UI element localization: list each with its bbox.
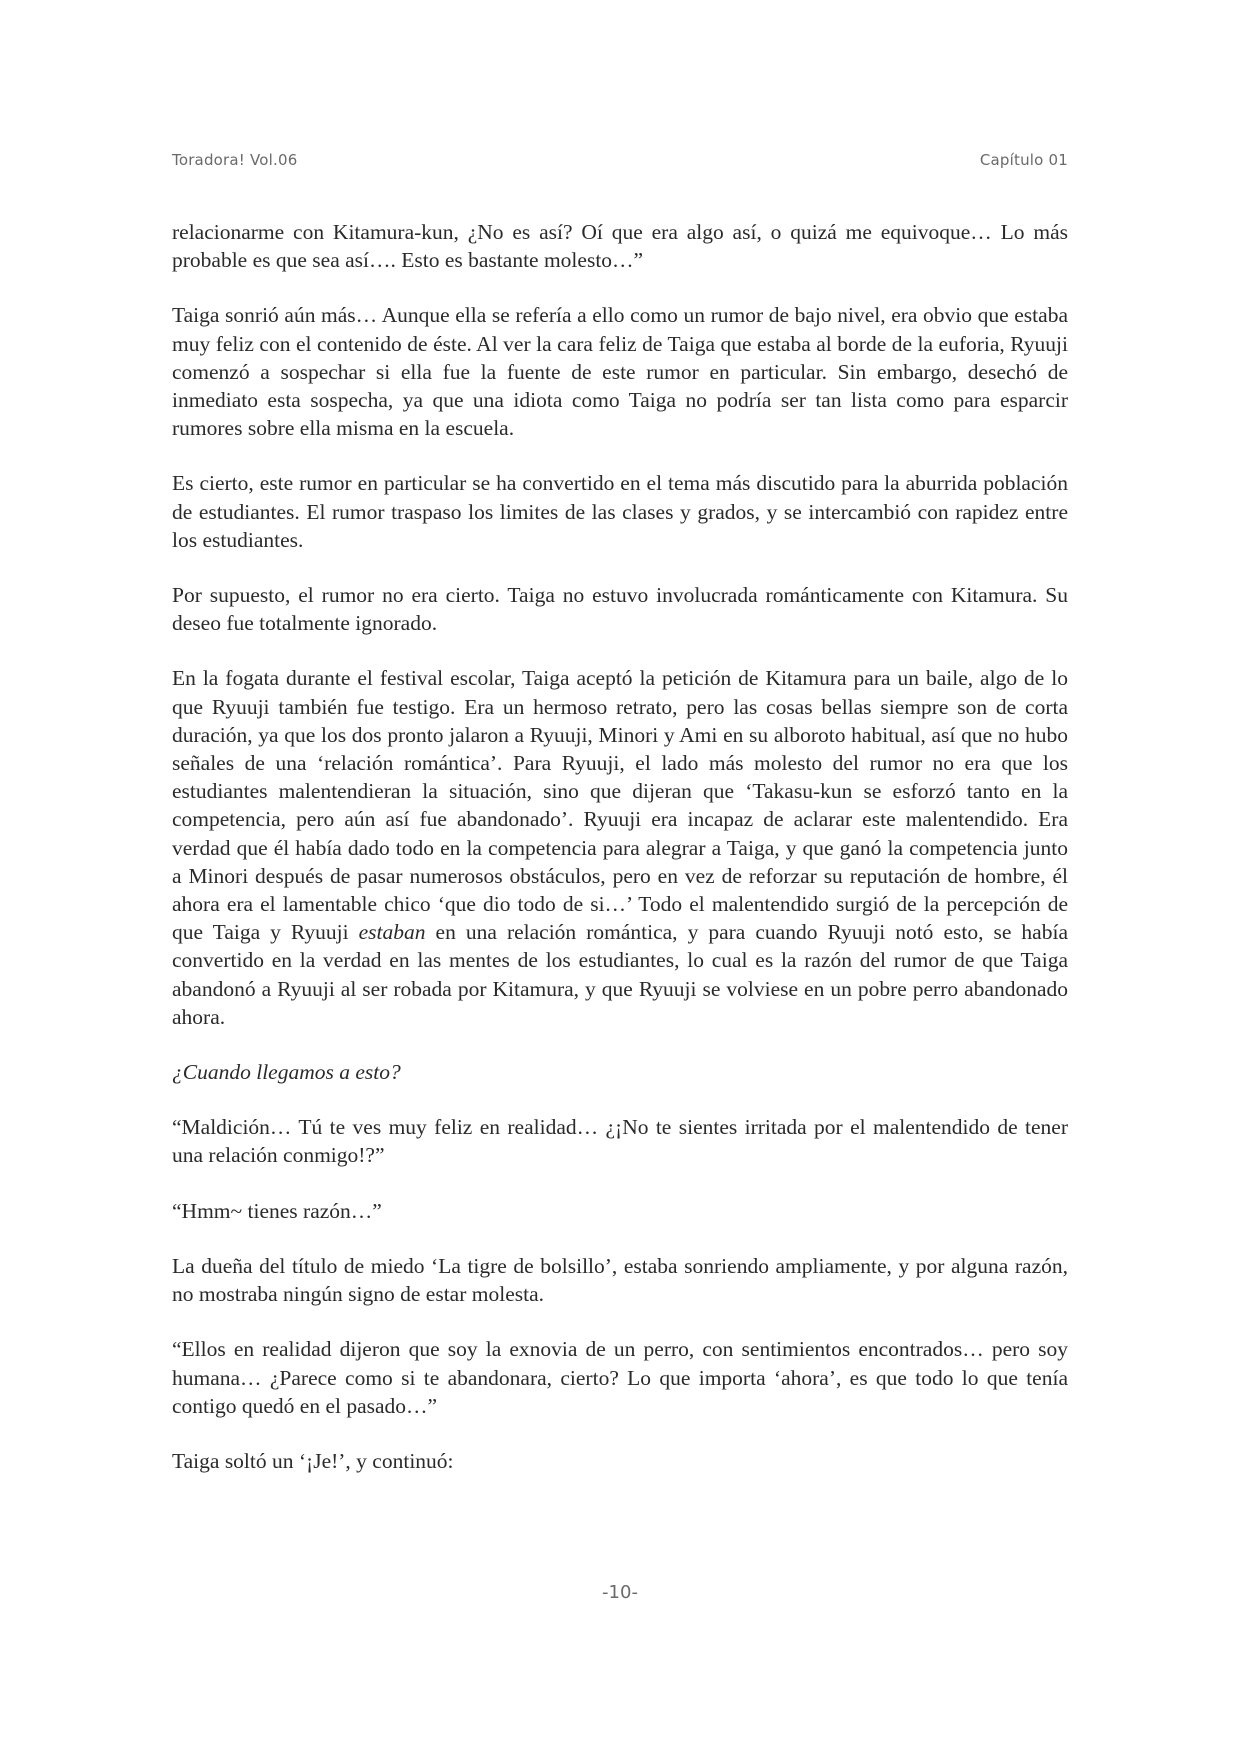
paragraph: “Ellos en realidad dijeron que soy la exnovia de un perro, con sentimientos encontrados… pero soy humana… ¿Parece como si te abandonara, cierto? Lo que importa ‘ahora’, es que todo lo que tenía contigo quedó en el pasado…” bbox=[172, 1337, 1068, 1418]
paragraph: Es cierto, este rumor en particular se ha convertido en el tema más discutido para la aburrida población de estudiantes. El rumor traspaso los limites de las clases y grados, y se intercambió con rapidez entre los estudiantes. bbox=[172, 471, 1068, 552]
paragraph bbox=[172, 664, 1068, 1031]
paragraph: Taiga sonrió aún más… Aunque ella se refería a ello como un rumor de bajo nivel, era obvio que estaba muy feliz con el contenido de éste. Al ver la cara feliz de Taiga que estaba al borde de la euforia, Ryuuji comenzó a sospechar si ella fue la fuente de este rumor en particular. Sin embargo, desechó de inmediato esta sospecha, ya que una idiota como Taiga no podría ser tan lista como para esparcir rumores sobre ella misma en la escuela. bbox=[172, 303, 1068, 441]
paragraph: La dueña del título de miedo ‘La tigre de bolsillo’, estaba sonriendo ampliamente, y por alguna razón, no mostraba ningún signo de estar molesta. bbox=[172, 1253, 1068, 1307]
paragraph: Por supuesto, el rumor no era cierto. Taiga no estuvo involucrada románticamente con Kitamura. Su deseo fue totalmente ignorado. bbox=[172, 583, 1068, 636]
paragraph: “Maldición… Tú te ves muy feliz en realidad… ¿¡No te sientes irritada por el malentendido de tener una relación conmigo!?” bbox=[172, 1115, 1068, 1168]
header-chapter: Capítulo 01 bbox=[979, 151, 1068, 169]
header-book-title: Toradora! Vol.06 bbox=[172, 151, 298, 169]
emphasized-word: estaban bbox=[358, 920, 426, 945]
paragraph: “Hmm~ tienes razón…” bbox=[172, 1198, 382, 1223]
paragraph-text: En la fogata durante el festival escolar, Taiga aceptó la petición de Kitamura para un baile, algo de lo que Ryuuji también fue testigo. Era un hermoso retrato, pero las cosas bellas siempre son de corta duración, ya que los dos pronto jalaron a Ryuuji, Minori y Ami en su alboroto habitual, así que no hubo señales de una ‘relación romántica’. Para Ryuuji, el lado más molesto del rumor no era que los estudiantes malentendieran la situación, sino que dijeran que ‘Takasu-kun se esforzó tanto en la competencia, pero aún así fue abandonado’. Ryuuji era incapaz de aclarar este malentendido. Era verdad que él había dado todo en la competencia para alegrar a Taiga, y que ganó la competencia junto a Minori después de pasar numerosos obstáculos, pero en vez de reforzar su reputación de hombre, él ahora era el lamentable chico ‘que dio todo de si…’ Todo el malentendido surgió de la percepción de que Taiga y Ryuuji bbox=[172, 666, 1068, 945]
body-text bbox=[172, 218, 1068, 1502]
paragraph: relacionarme con Kitamura-kun, ¿No es así? Oí que era algo así, o quizá me equivoque… Lo más probable es que sea así…. Esto es bastante molesto…” bbox=[172, 220, 1068, 273]
page-header bbox=[172, 148, 1068, 172]
paragraph-text: en una relación romántica, y para cuando Ryuuji notó esto, se había convertido en la verdad en las mentes de los estudiantes, lo cual es la razón del rumor de que Taiga abandonó a Ryuuji al ser robada por Kitamura, y que Ryuuji se volviese en un pobre perro abandonado ahora. bbox=[172, 920, 1068, 1029]
page-number: -10- bbox=[602, 1582, 638, 1603]
italic-paragraph: ¿Cuando llegamos a esto? bbox=[172, 1060, 401, 1085]
paragraph: Taiga soltó un ‘¡Je!’, y continuó: bbox=[172, 1448, 454, 1473]
